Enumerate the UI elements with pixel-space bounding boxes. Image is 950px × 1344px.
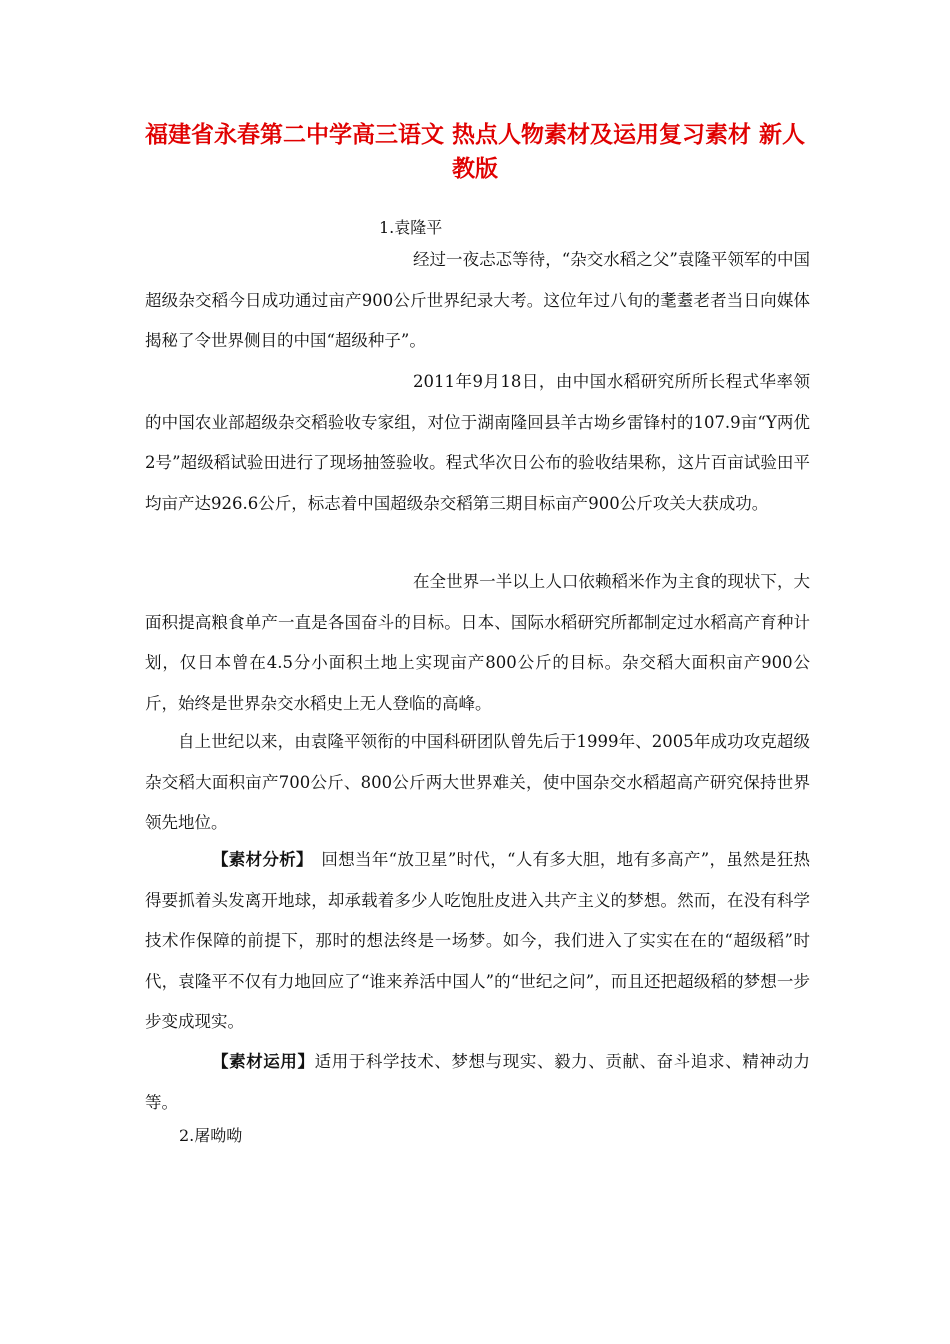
material-usage-label: 【素材运用】 <box>212 1052 315 1071</box>
material-analysis-text: 回想当年“放卫星”时代，“人有多大胆，地有多高产”，虽然是狂热得要抓着头发离开地球，却承载着多少人吃饱肚皮进入共产主义的梦想。然而，在没有科学技术作保障的前提下，那时的想法终是一场梦。如今，我们进入了实实在在的“超级稻”时代，袁隆平不仅有力地回应了“谁来养活中国人”的“世纪之问”，而且还把超级稻的梦想一步步变成现实。 <box>145 850 811 1031</box>
material-usage-text: 适用于科学技术、梦想与现实、毅力、贡献、奋斗追求、精神动力等。 <box>145 1052 811 1112</box>
paragraph-4: 自上世纪以来，由袁隆平领衔的中国科研团队曾先后于1999年、2005年成功攻克超级杂交稻大面积亩产700公斤、800公斤两大世界难关，使中国杂交水稻超高产研究保持世界领先地位。 <box>145 732 810 832</box>
section-heading-tu-youyou: 2.屠呦呦 <box>179 1126 243 1145</box>
paragraph-3: 在全世界一半以上人口依赖稻米作为主食的现状下，大面积提高粮食单产一直是各国奋斗的目标。日本、国际水稻研究所都制定过水稻高产育种计划，仅日本曾在4.5分小面积土地上实现亩产800公斤的目标。杂交稻大面积亩产900公斤，始终是世界杂交水稻史上无人登临的高峰。 <box>145 572 810 713</box>
section-heading-yuan-longping: 1.袁隆平 <box>379 218 443 237</box>
material-usage-paragraph <box>145 1042 810 1123</box>
document-title: 福建省永春第二中学高三语文 热点人物素材及运用复习素材 新人教版 <box>144 122 805 182</box>
material-analysis-paragraph <box>145 840 810 1043</box>
paragraph-1: 经过一夜忐忑等待，“杂交水稻之父”袁隆平领军的中国超级杂交稻今日成功通过亩产900公斤世界纪录大考。这位年过八旬的耄耋老者当日向媒体揭秘了令世界侧目的中国“超级种子”。 <box>145 250 810 350</box>
material-analysis-label: 【素材分析】 <box>212 850 305 869</box>
paragraph-2: 2011年9月18日，由中国水稻研究所所长程式华率领的中国农业部超级杂交稻验收专家组，对位于湖南隆回县羊古坳乡雷锋村的107.9亩“Y两优2号”超级稻试验田进行了现场抽签验收。程式华次日公布的验收结果称，这片百亩试验田平均亩产达926.6公斤，标志着中国超级杂交稻第三期目标亩产900公斤攻关大获成功。 <box>145 372 810 513</box>
